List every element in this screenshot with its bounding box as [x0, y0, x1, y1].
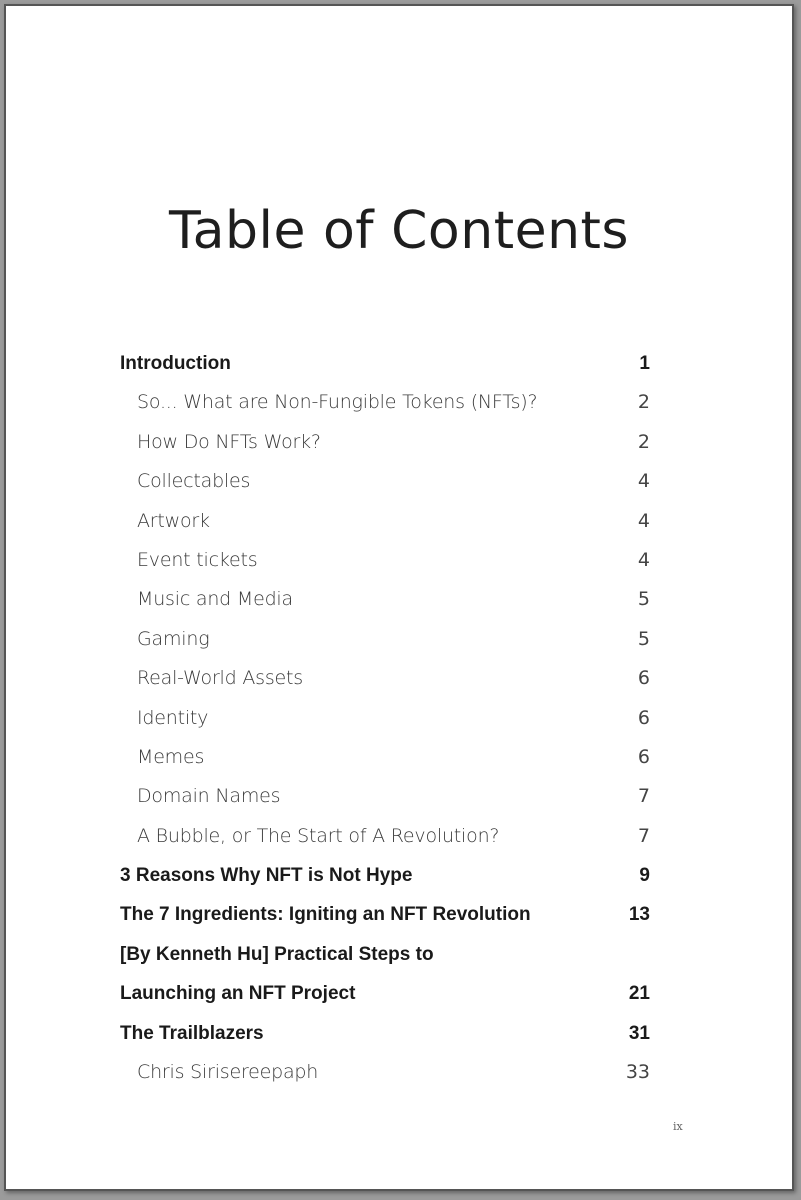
- toc-entry-page: 4: [637, 548, 650, 571]
- toc-entry[interactable]: [120, 423, 650, 462]
- document-page: [4, 4, 794, 1191]
- page-number-footer: ix: [673, 1120, 683, 1133]
- toc-entry-label: Collectables: [137, 470, 251, 493]
- toc-entry[interactable]: [120, 620, 650, 659]
- toc-entry-page: 33: [625, 1061, 650, 1084]
- toc-entry-label: How Do NFTs Work?: [137, 430, 321, 453]
- toc-entry[interactable]: [120, 777, 650, 816]
- toc-entry-label: [By Kenneth Hu] Practical Steps to: [120, 943, 434, 965]
- toc-entry-page: 4: [637, 509, 650, 532]
- toc-entry-label: Launching an NFT Project: [120, 983, 356, 1005]
- toc-entry[interactable]: [120, 699, 650, 738]
- table-of-contents: [120, 344, 650, 1092]
- toc-entry[interactable]: [120, 1053, 650, 1092]
- toc-entry-page: 13: [628, 904, 650, 926]
- toc-entry[interactable]: [120, 1014, 650, 1053]
- toc-entry-page: 21: [628, 983, 650, 1005]
- toc-entry-label: Gaming: [137, 627, 210, 650]
- toc-entry-page: 7: [637, 785, 650, 808]
- toc-entry[interactable]: [120, 462, 650, 501]
- toc-entry-label: Music and Media: [137, 588, 293, 611]
- toc-entry[interactable]: [120, 383, 650, 422]
- toc-entry-page: 5: [637, 588, 650, 611]
- toc-entry-page: 4: [637, 470, 650, 493]
- toc-entry-page: 6: [637, 667, 650, 690]
- toc-entry-label: Introduction: [120, 353, 231, 374]
- toc-entry-label: A Bubble, or The Start of A Revolution?: [137, 824, 500, 847]
- toc-entry-label: Event tickets: [137, 548, 258, 571]
- toc-entry[interactable]: [120, 541, 650, 580]
- toc-entry[interactable]: [120, 738, 650, 777]
- toc-entry[interactable]: [120, 895, 650, 934]
- toc-entry[interactable]: [120, 974, 650, 1013]
- toc-entry-page: 5: [637, 627, 650, 650]
- toc-entry[interactable]: [120, 935, 650, 974]
- toc-entry-page: 9: [639, 865, 650, 887]
- page-title: Table of Contents: [168, 201, 630, 261]
- toc-entry-label: So... What are Non-Fungible Tokens (NFTs)?: [137, 391, 538, 414]
- toc-entry-page: 1: [639, 353, 650, 374]
- toc-entry-label: Identity: [137, 706, 209, 729]
- toc-entry-page: 2: [637, 430, 650, 453]
- toc-entry-label: The 7 Ingredients: Igniting an NFT Revolution: [120, 904, 531, 926]
- toc-entry-page: 2: [637, 391, 650, 414]
- toc-entry-page: 7: [637, 824, 650, 847]
- toc-entry[interactable]: [120, 856, 650, 895]
- toc-entry[interactable]: [120, 344, 650, 383]
- toc-entry[interactable]: [120, 817, 650, 856]
- toc-entry[interactable]: [120, 502, 650, 541]
- toc-entry-label: Memes: [137, 745, 205, 768]
- toc-entry-label: Real-World Assets: [137, 667, 303, 690]
- toc-entry-label: 3 Reasons Why NFT is Not Hype: [120, 865, 413, 887]
- toc-entry-page: 6: [637, 745, 650, 768]
- toc-entry-label: Chris Sirisereepaph: [137, 1061, 319, 1084]
- toc-entry-page: 31: [628, 1022, 650, 1044]
- toc-entry[interactable]: [120, 580, 650, 619]
- toc-entry[interactable]: [120, 659, 650, 698]
- toc-entry-label: The Trailblazers: [120, 1022, 264, 1044]
- toc-entry-page: 6: [637, 706, 650, 729]
- toc-entry-label: Domain Names: [137, 785, 281, 808]
- toc-entry-label: Artwork: [137, 509, 210, 532]
